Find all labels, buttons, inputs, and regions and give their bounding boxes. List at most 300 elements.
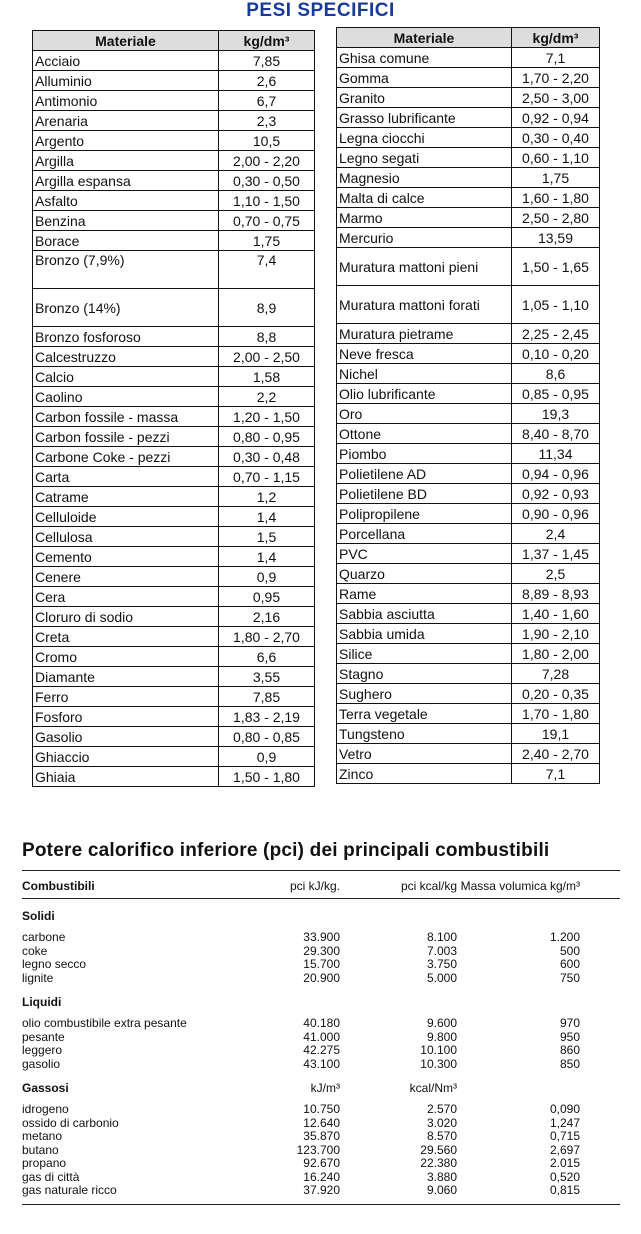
- table-row: [337, 424, 600, 444]
- table-row: [337, 564, 600, 584]
- material-density: 1,40 - 1,60: [512, 604, 600, 624]
- table-row: [337, 168, 600, 188]
- table-row: [337, 344, 600, 364]
- material-density: 0,10 - 0,20: [512, 344, 600, 364]
- material-name: Cenere: [33, 567, 219, 587]
- pci-fuel: lignite: [22, 970, 54, 985]
- table-row: [337, 208, 600, 228]
- material-name: Gomma: [337, 68, 512, 88]
- material-name: PVC: [337, 544, 512, 564]
- material-name: Piombo: [337, 444, 512, 464]
- table-row: [337, 384, 600, 404]
- material-density: 2,5: [512, 564, 600, 584]
- material-density: 0,92 - 0,93: [512, 484, 600, 504]
- table-row: [33, 627, 315, 647]
- table-row: [33, 467, 315, 487]
- pci-section-header: [22, 909, 620, 923]
- material-name: Borace: [33, 231, 219, 251]
- material-name: Gasolio: [33, 727, 219, 747]
- material-name: Ferro: [33, 687, 219, 707]
- header-material: Materiale: [337, 28, 512, 48]
- table-row: [337, 188, 600, 208]
- table-row: [337, 48, 600, 68]
- material-name: Calcestruzzo: [33, 347, 219, 367]
- pci-kcal: 2.570: [426, 1102, 457, 1116]
- table-row: [33, 51, 315, 71]
- table-row: [337, 744, 600, 764]
- material-name: Sabbia umida: [337, 624, 512, 644]
- material-density: 8,89 - 8,93: [512, 584, 600, 604]
- table-row: [33, 151, 315, 171]
- pci-section-name: Gassosi: [22, 1081, 69, 1095]
- pci-section-unit: [240, 995, 340, 1009]
- material-name: Quarzo: [337, 564, 512, 584]
- table-row: [337, 444, 600, 464]
- pci-section-unit: kJ/m³: [310, 1081, 340, 1095]
- pci-row: [22, 1031, 620, 1045]
- material-density: 8,40 - 8,70: [512, 424, 600, 444]
- pci-kcal: 10.300: [420, 1056, 457, 1071]
- table-row: [33, 727, 315, 747]
- material-density: 10,5: [219, 131, 315, 151]
- table-row: [337, 128, 600, 148]
- material-density: 7,28: [512, 664, 600, 684]
- pci-fuel: propano: [22, 1156, 67, 1170]
- table-row: [337, 704, 600, 724]
- material-density: 1,05 - 1,10: [512, 286, 600, 324]
- pci-kcal: 9.060: [426, 1183, 457, 1197]
- pci-bottom-rule: [22, 1204, 620, 1205]
- pci-kj: 15.700: [303, 957, 340, 971]
- table-row: [337, 228, 600, 248]
- material-density: 0,60 - 1,10: [512, 148, 600, 168]
- material-name: Antimonio: [33, 91, 219, 111]
- table-row: [33, 707, 315, 727]
- pci-density: 850: [559, 1056, 580, 1071]
- table-row: [337, 248, 600, 286]
- pci-row: [22, 958, 620, 972]
- material-name: Cemento: [33, 547, 219, 567]
- table-row: [33, 171, 315, 191]
- specific-weight-table-left: [32, 30, 315, 787]
- material-density: 8,9: [219, 289, 315, 327]
- material-density: 8,6: [512, 364, 600, 384]
- material-density: 0,70 - 1,15: [219, 467, 315, 487]
- pci-kj: 40.180: [303, 1016, 340, 1030]
- material-name: Cera: [33, 587, 219, 607]
- material-density: 0,30 - 0,50: [219, 171, 315, 191]
- material-density: 3,55: [219, 667, 315, 687]
- pci-fuel: gasolio: [22, 1056, 61, 1071]
- pci-kcal: 9.600: [426, 1016, 457, 1030]
- material-name: Terra vegetale: [337, 704, 512, 724]
- pci-kcal: 3.020: [426, 1115, 457, 1130]
- material-name: Cloruro di sodio: [33, 607, 219, 627]
- material-density: 2,4: [512, 524, 600, 544]
- material-name: Fosforo: [33, 707, 219, 727]
- table-row: [337, 644, 600, 664]
- table-row: [33, 407, 315, 427]
- material-density: 0,92 - 0,94: [512, 108, 600, 128]
- material-name: Rame: [337, 584, 512, 604]
- material-density: 1,75: [512, 168, 600, 188]
- material-name: Neve fresca: [337, 344, 512, 364]
- material-name: Ottone: [337, 424, 512, 444]
- material-density: 19,3: [512, 404, 600, 424]
- material-name: Ghiaccio: [33, 747, 219, 767]
- pci-fuel: legno secco: [22, 957, 87, 971]
- material-name: Oro: [337, 404, 512, 424]
- material-name: Carbon fossile - massa: [33, 407, 219, 427]
- material-density: 6,6: [219, 647, 315, 667]
- material-density: 0,90 - 0,96: [512, 504, 600, 524]
- pci-header-density: Massa volumica kg/m³: [460, 879, 580, 893]
- pci-kj: 43.100: [303, 1056, 340, 1071]
- material-density: 7,4: [219, 251, 315, 289]
- material-name: Diamante: [33, 667, 219, 687]
- material-name: Polipropilene: [337, 504, 512, 524]
- pci-fuel: ossido di carbonio: [22, 1115, 119, 1130]
- pci-kj: 37.920: [303, 1183, 340, 1197]
- material-density: 1,50 - 1,65: [512, 248, 600, 286]
- material-density: 2,6: [219, 71, 315, 91]
- material-density: 1,83 - 2,19: [219, 707, 315, 727]
- pci-row: [22, 1044, 620, 1058]
- material-name: Mercurio: [337, 228, 512, 248]
- material-name: Bronzo (14%): [33, 289, 219, 327]
- material-density: 0,70 - 0,75: [219, 211, 315, 231]
- material-density: 1,4: [219, 507, 315, 527]
- material-name: Cellulosa: [33, 527, 219, 547]
- pci-density: 2,697: [549, 1142, 580, 1157]
- pci-row: [22, 972, 620, 986]
- material-density: 7,85: [219, 51, 315, 71]
- material-name: Asfalto: [33, 191, 219, 211]
- table-row: [33, 191, 315, 211]
- material-name: Muratura mattoni forati: [337, 286, 512, 324]
- pci-kcal: 10.100: [420, 1043, 457, 1057]
- table-row: [33, 747, 315, 767]
- table-row: [337, 364, 600, 384]
- material-density: 0,80 - 0,95: [219, 427, 315, 447]
- pci-fuel: olio combustibile extra pesante: [22, 1016, 187, 1030]
- material-density: 1,80 - 2,70: [219, 627, 315, 647]
- pci-fuel: carbone: [22, 930, 66, 944]
- material-density: 2,50 - 3,00: [512, 88, 600, 108]
- material-name: Zinco: [337, 764, 512, 784]
- material-name: Carbon fossile - pezzi: [33, 427, 219, 447]
- material-density: 2,25 - 2,45: [512, 324, 600, 344]
- material-name: Argento: [33, 131, 219, 151]
- material-name: Legna ciocchi: [337, 128, 512, 148]
- material-name: Arenaria: [33, 111, 219, 131]
- material-name: Bronzo (7,9%): [33, 251, 219, 289]
- table-row: [337, 764, 600, 784]
- material-density: 0,30 - 0,40: [512, 128, 600, 148]
- table-row: [337, 584, 600, 604]
- table-row: [33, 91, 315, 111]
- material-density: 1,20 - 1,50: [219, 407, 315, 427]
- material-name: Benzina: [33, 211, 219, 231]
- table-row: [33, 327, 315, 347]
- pci-header-kcal: pci kcal/kg: [400, 879, 457, 893]
- table-row: [33, 547, 315, 567]
- table-row: [33, 427, 315, 447]
- material-name: Sughero: [337, 684, 512, 704]
- material-density: 11,34: [512, 444, 600, 464]
- material-density: 2,16: [219, 607, 315, 627]
- pci-density: 1,247: [549, 1115, 580, 1130]
- material-density: 0,95: [219, 587, 315, 607]
- table-row: [33, 587, 315, 607]
- table-row: [337, 108, 600, 128]
- page-title: PESI SPECIFICI: [246, 0, 395, 21]
- material-density: 2,00 - 2,50: [219, 347, 315, 367]
- table-row: [33, 111, 315, 131]
- pci-kj: 42.275: [303, 1043, 340, 1057]
- material-density: 6,7: [219, 91, 315, 111]
- pci-density: 750: [559, 970, 580, 985]
- table-row: [33, 487, 315, 507]
- material-density: 0,85 - 0,95: [512, 384, 600, 404]
- pci-row: [22, 1171, 620, 1185]
- pci-density: 0,520: [549, 1169, 580, 1184]
- pci-density: 1.200: [549, 930, 580, 944]
- material-density: 0,30 - 0,48: [219, 447, 315, 467]
- material-density: 2,3: [219, 111, 315, 131]
- pci-density: 0,090: [549, 1102, 580, 1116]
- pci-kcal: 8.570: [426, 1129, 457, 1143]
- material-name: Marmo: [337, 208, 512, 228]
- pci-kcal: 9.800: [426, 1029, 457, 1044]
- pci-kj: 123.700: [296, 1142, 340, 1157]
- table-row: [33, 211, 315, 231]
- table-row: [33, 447, 315, 467]
- material-name: Caolino: [33, 387, 219, 407]
- pci-kj: 10.750: [303, 1102, 340, 1116]
- pci-header-row: [22, 870, 620, 899]
- pci-kcal: 8.100: [426, 930, 457, 944]
- pci-fuel: gas di città: [22, 1169, 80, 1184]
- pci-fuel: pesante: [22, 1029, 65, 1044]
- material-name: Creta: [33, 627, 219, 647]
- material-density: 19,1: [512, 724, 600, 744]
- pci-density: 950: [559, 1029, 580, 1044]
- pci-kcal: 3.880: [426, 1169, 457, 1184]
- pci-kcal: 5.000: [426, 970, 457, 985]
- material-name: Olio lubrificante: [337, 384, 512, 404]
- pci-kcal: 3.750: [426, 957, 457, 971]
- pci-density: 500: [559, 943, 580, 958]
- pci-section-name: Solidi: [22, 909, 55, 923]
- table-row: [337, 68, 600, 88]
- table-row: [337, 604, 600, 624]
- material-density: 1,70 - 2,20: [512, 68, 600, 88]
- table-row: [33, 71, 315, 91]
- table-row: [33, 667, 315, 687]
- pci-kj: 92.670: [303, 1156, 340, 1170]
- pci-kj: 35.870: [303, 1129, 340, 1143]
- material-name: Tungsteno: [337, 724, 512, 744]
- material-density: 0,20 - 0,35: [512, 684, 600, 704]
- material-density: 0,80 - 0,85: [219, 727, 315, 747]
- table-row: [337, 286, 600, 324]
- pci-section-header: [22, 1081, 620, 1095]
- table-row: [337, 724, 600, 744]
- material-name: Polietilene AD: [337, 464, 512, 484]
- material-name: Muratura pietrame: [337, 324, 512, 344]
- pci-fuel: metano: [22, 1129, 63, 1143]
- pci-section-unit: [340, 909, 457, 923]
- pci-density: 0,715: [549, 1129, 580, 1143]
- header-unit: kg/dm³: [512, 28, 600, 48]
- pci-row: [22, 1117, 620, 1131]
- pci-fuel: coke: [22, 943, 48, 958]
- table-row: [33, 607, 315, 627]
- header-material: Materiale: [33, 31, 219, 51]
- pci-row: [22, 1144, 620, 1158]
- pci-row: [22, 1157, 620, 1171]
- table-row: [337, 664, 600, 684]
- material-density: 7,1: [512, 764, 600, 784]
- pci-section-name: Liquidi: [22, 995, 62, 1009]
- table-row: [33, 527, 315, 547]
- material-density: 1,58: [219, 367, 315, 387]
- pci-fuel: idrogeno: [22, 1102, 69, 1116]
- table-row: [33, 767, 315, 787]
- material-name: Polietilene BD: [337, 484, 512, 504]
- material-density: 1,50 - 1,80: [219, 767, 315, 787]
- material-name: Celluloide: [33, 507, 219, 527]
- material-name: Carta: [33, 467, 219, 487]
- table-row: [33, 347, 315, 367]
- material-density: 1,60 - 1,80: [512, 188, 600, 208]
- table-row: [337, 504, 600, 524]
- material-name: Calcio: [33, 367, 219, 387]
- material-density: 1,2: [219, 487, 315, 507]
- material-density: 7,85: [219, 687, 315, 707]
- material-name: Muratura mattoni pieni: [337, 248, 512, 286]
- pci-row: [22, 1017, 620, 1031]
- material-name: Nichel: [337, 364, 512, 384]
- table-row: [33, 387, 315, 407]
- table-row: [337, 684, 600, 704]
- table-row: [33, 231, 315, 251]
- table-row: [337, 524, 600, 544]
- table-row: [337, 464, 600, 484]
- material-name: Alluminio: [33, 71, 219, 91]
- pci-fuel: butano: [22, 1142, 59, 1157]
- table-row: [33, 567, 315, 587]
- pci-fuel: gas naturale ricco: [22, 1183, 117, 1197]
- pci-density: 970: [559, 1016, 580, 1030]
- pci-section-unit: kcal/Nm³: [409, 1081, 457, 1095]
- pci-kj: 29.300: [303, 943, 340, 958]
- material-density: 8,8: [219, 327, 315, 347]
- material-density: 1,75: [219, 231, 315, 251]
- pci-section-unit: [240, 909, 340, 923]
- pci-kj: 16.240: [303, 1169, 340, 1184]
- pci-title: Potere calorifico inferiore (pci) dei principali combustibili: [22, 840, 550, 861]
- pci-row: [22, 1130, 620, 1144]
- pci-row: [22, 1103, 620, 1117]
- pci-density: 0,815: [549, 1183, 580, 1197]
- material-density: 2,50 - 2,80: [512, 208, 600, 228]
- pci-row: [22, 1184, 620, 1198]
- pci-density: 600: [559, 957, 580, 971]
- material-name: Magnesio: [337, 168, 512, 188]
- pci-kj: 41.000: [303, 1029, 340, 1044]
- material-density: 1,10 - 1,50: [219, 191, 315, 211]
- material-name: Carbone Coke - pezzi: [33, 447, 219, 467]
- pci-density: 2.015: [549, 1156, 580, 1170]
- pci-kj: 33.900: [303, 930, 340, 944]
- pci-density: 860: [559, 1043, 580, 1057]
- material-name: Grasso lubrificante: [337, 108, 512, 128]
- material-name: Stagno: [337, 664, 512, 684]
- material-density: 1,5: [219, 527, 315, 547]
- material-density: 1,70 - 1,80: [512, 704, 600, 724]
- pci-fuel: leggero: [22, 1043, 63, 1057]
- table-row: [33, 251, 315, 289]
- material-name: Sabbia asciutta: [337, 604, 512, 624]
- pci-header-fuel: Combustibili: [22, 879, 95, 893]
- table-row: [337, 404, 600, 424]
- material-name: Granito: [337, 88, 512, 108]
- material-name: Porcellana: [337, 524, 512, 544]
- material-density: 2,2: [219, 387, 315, 407]
- table-row: [33, 131, 315, 151]
- material-density: 1,37 - 1,45: [512, 544, 600, 564]
- table-row: [337, 148, 600, 168]
- material-name: Ghisa comune: [337, 48, 512, 68]
- pci-kcal: 7.003: [426, 943, 457, 958]
- pci-row: [22, 945, 620, 959]
- material-name: Cromo: [33, 647, 219, 667]
- pci-row: [22, 1058, 620, 1072]
- material-name: Legno segati: [337, 148, 512, 168]
- material-density: 1,4: [219, 547, 315, 567]
- table-row: [33, 647, 315, 667]
- pci-row: [22, 931, 620, 945]
- material-name: Vetro: [337, 744, 512, 764]
- table-row: [33, 507, 315, 527]
- material-density: 0,9: [219, 567, 315, 587]
- table-row: [337, 484, 600, 504]
- pci-section-header: [22, 995, 620, 1009]
- material-density: 1,90 - 2,10: [512, 624, 600, 644]
- material-density: 2,00 - 2,20: [219, 151, 315, 171]
- material-name: Acciaio: [33, 51, 219, 71]
- material-density: 7,1: [512, 48, 600, 68]
- pci-kj: 12.640: [303, 1115, 340, 1130]
- material-name: Argilla: [33, 151, 219, 171]
- table-row: [33, 687, 315, 707]
- material-density: 13,59: [512, 228, 600, 248]
- material-name: Bronzo fosforoso: [33, 327, 219, 347]
- pci-kj: 20.900: [303, 970, 340, 985]
- table-row: [337, 324, 600, 344]
- material-name: Argilla espansa: [33, 171, 219, 191]
- material-name: Catrame: [33, 487, 219, 507]
- material-density: 1,80 - 2,00: [512, 644, 600, 664]
- pci-section-unit: [340, 995, 457, 1009]
- material-name: Silice: [337, 644, 512, 664]
- table-row: [33, 367, 315, 387]
- pci-kcal: 29.560: [420, 1142, 457, 1157]
- table-row: [337, 88, 600, 108]
- material-name: Malta di calce: [337, 188, 512, 208]
